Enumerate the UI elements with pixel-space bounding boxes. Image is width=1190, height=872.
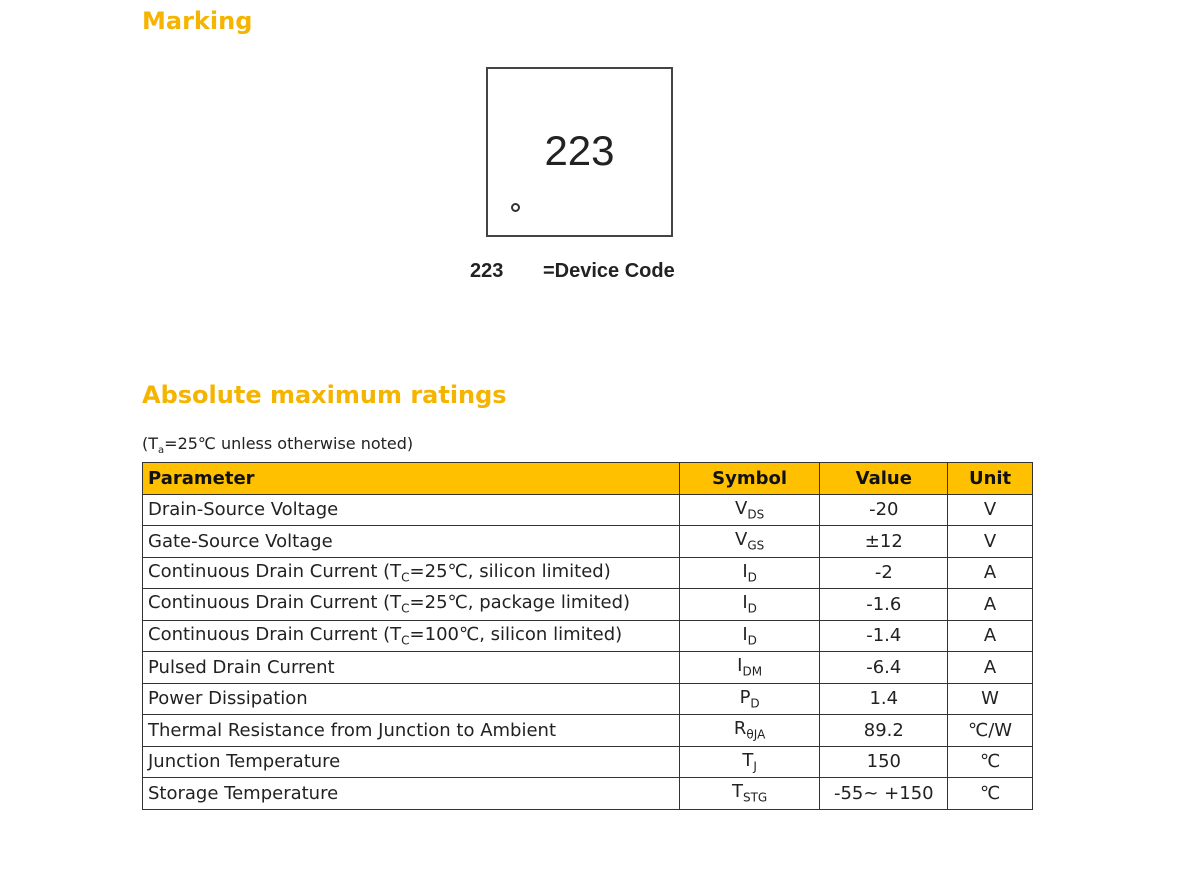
ratings-heading: Absolute maximum ratings bbox=[142, 381, 507, 409]
table-row bbox=[143, 557, 1033, 589]
marking-heading: Marking bbox=[142, 7, 253, 35]
parameter-cell: Storage Temperature bbox=[143, 778, 680, 810]
symbol-cell: $I_D$ bbox=[679, 557, 820, 589]
unit-cell: A bbox=[948, 652, 1033, 684]
ratings-condition-note: ($T_a=25℃$ unless otherwise noted) bbox=[142, 434, 414, 457]
table-header-row bbox=[143, 463, 1033, 495]
symbol-cell: $I_{DM}$ bbox=[679, 652, 820, 684]
parameter-cell: Continuous Drain Current ($T_C=25℃$, package limited) bbox=[143, 589, 680, 621]
unit-cell: A bbox=[948, 620, 1033, 652]
unit-cell: V bbox=[948, 526, 1033, 558]
table-row bbox=[143, 494, 1033, 526]
symbol-cell: $T_{STG}$ bbox=[679, 778, 820, 810]
value-cell: -1.6 bbox=[820, 589, 948, 621]
pin1-indicator-icon bbox=[511, 203, 520, 212]
value-cell: 1.4 bbox=[820, 683, 948, 715]
ratings-table-body bbox=[143, 494, 1033, 809]
legend-description: =Device Code bbox=[543, 260, 675, 282]
table-row bbox=[143, 589, 1033, 621]
symbol-cell: $V_{GS}$ bbox=[679, 526, 820, 558]
symbol-cell: $I_D$ bbox=[679, 620, 820, 652]
unit-cell: ℃/W bbox=[948, 715, 1033, 747]
parameter-cell: Power Dissipation bbox=[143, 683, 680, 715]
header-value: Value bbox=[820, 463, 948, 495]
table-row bbox=[143, 715, 1033, 747]
value-cell: ±12 bbox=[820, 526, 948, 558]
value-cell: -6.4 bbox=[820, 652, 948, 684]
parameter-cell: Drain-Source Voltage bbox=[143, 494, 680, 526]
legend-code: 223 bbox=[470, 260, 504, 282]
value-cell: -1.4 bbox=[820, 620, 948, 652]
value-cell: -2 bbox=[820, 557, 948, 589]
value-cell: -55~ +150 bbox=[820, 778, 948, 810]
unit-cell: V bbox=[948, 494, 1033, 526]
unit-cell: A bbox=[948, 589, 1033, 621]
unit-cell: A bbox=[948, 557, 1033, 589]
parameter-cell: Continuous Drain Current ($T_C=25℃$, silicon limited) bbox=[143, 557, 680, 589]
unit-cell: ℃ bbox=[948, 778, 1033, 810]
parameter-cell: Continuous Drain Current ($T_C=100℃$, silicon limited) bbox=[143, 620, 680, 652]
unit-cell: W bbox=[948, 683, 1033, 715]
table-row bbox=[143, 526, 1033, 558]
table-row bbox=[143, 652, 1033, 684]
table-row bbox=[143, 746, 1033, 778]
ratings-table bbox=[142, 462, 1033, 810]
chip-marking-code: 223 bbox=[544, 127, 615, 174]
parameter-cell: Pulsed Drain Current bbox=[143, 652, 680, 684]
header-parameter: Parameter bbox=[143, 463, 680, 495]
header-symbol: Symbol bbox=[679, 463, 820, 495]
parameter-cell: Gate-Source Voltage bbox=[143, 526, 680, 558]
unit-cell: ℃ bbox=[948, 746, 1033, 778]
table-row bbox=[143, 620, 1033, 652]
symbol-cell: $R_{\theta JA}$ bbox=[679, 715, 820, 747]
header-unit: Unit bbox=[948, 463, 1033, 495]
value-cell: -20 bbox=[820, 494, 948, 526]
symbol-cell: $I_D$ bbox=[679, 589, 820, 621]
parameter-cell: Junction Temperature bbox=[143, 746, 680, 778]
package-marking-diagram bbox=[486, 67, 673, 237]
table-row bbox=[143, 778, 1033, 810]
value-cell: 89.2 bbox=[820, 715, 948, 747]
symbol-cell: $P_D$ bbox=[679, 683, 820, 715]
parameter-cell: Thermal Resistance from Junction to Ambient bbox=[143, 715, 680, 747]
table-row bbox=[143, 683, 1033, 715]
value-cell: 150 bbox=[820, 746, 948, 778]
symbol-cell: $T_J$ bbox=[679, 746, 820, 778]
symbol-cell: $V_{DS}$ bbox=[679, 494, 820, 526]
